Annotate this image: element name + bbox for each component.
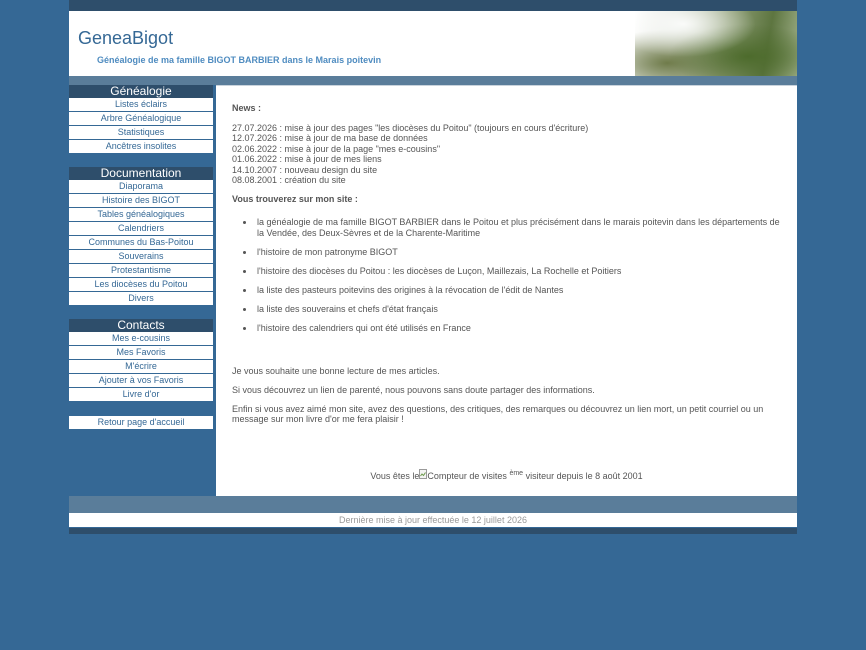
relationship-paragraph: Si vous découvrez un lien de parenté, nous pouvons sans doute partager des informations.	[232, 385, 595, 395]
menu-item-diaporama[interactable]: Diaporama	[69, 180, 213, 194]
menu-item-arbre-genealogique[interactable]: Arbre Généalogique	[69, 112, 213, 126]
counter-suffix: visiteur depuis le 8 août 2001	[525, 471, 643, 481]
menu-item-ancetres-insolites[interactable]: Ancêtres insolites	[69, 140, 213, 154]
menu-contacts	[69, 319, 213, 402]
news-item: 01.06.2022 : mise à jour de mes liens	[232, 154, 382, 165]
list-item: l'histoire des diocèses du Poitou : les diocèses de Luçon, Maillezais, La Rochelle et Poitiers	[240, 266, 785, 277]
menu-documentation	[69, 167, 213, 306]
counter-prefix: Vous êtes le	[370, 471, 420, 481]
sidebar	[69, 85, 213, 430]
menu-title-contacts: Contacts	[69, 319, 213, 332]
site-header	[69, 11, 797, 85]
menu-item-ajouter-favoris[interactable]: Ajouter à vos Favoris	[69, 374, 213, 388]
footer: Dernière mise à jour effectuée le 12 juillet 2026	[69, 513, 797, 527]
bottom-bar	[69, 528, 797, 534]
menu-item-ecrire[interactable]: M'écrire	[69, 360, 213, 374]
site-contents-list	[240, 217, 785, 342]
list-item: la liste des pasteurs poitevins des origines à la révocation de l'édit de Nantes	[240, 285, 785, 296]
menu-item-histoire-bigot[interactable]: Histoire des BIGOT	[69, 194, 213, 208]
news-item: 12.07.2026 : mise à jour de ma base de données	[232, 133, 428, 144]
visitor-counter-line	[216, 469, 797, 481]
menu-item-e-cousins[interactable]: Mes e-cousins	[69, 332, 213, 346]
menu-item-calendriers[interactable]: Calendriers	[69, 222, 213, 236]
counter-superscript: ème	[509, 470, 524, 477]
news-item: 27.07.2026 : mise à jour des pages "les diocèses du Poitou" (toujours en cours d'écriture)	[232, 123, 589, 133]
top-bar	[69, 0, 797, 11]
list-item: la liste des souverains et chefs d'état français	[240, 304, 785, 315]
news-item: 08.08.2001 : création du site	[232, 175, 346, 186]
separator-bar	[69, 496, 797, 513]
menu-item-divers[interactable]: Divers	[69, 292, 213, 306]
site-contents-title: Vous trouverez sur mon site :	[232, 194, 358, 204]
list-item: la généalogie de ma famille BIGOT BARBIER dans le Poitou et plus précisément dans le marais poitevin dans les départements de la Vendée, des Deux-Sèvres et de la Charente-Maritime	[240, 217, 785, 238]
menu-item-listes-eclairs[interactable]: Listes éclairs	[69, 98, 213, 112]
menu-title-genealogie: Généalogie	[69, 85, 213, 98]
menu-title-documentation: Documentation	[69, 167, 213, 180]
page-wrapper	[69, 0, 797, 525]
menu-genealogie	[69, 85, 213, 154]
news-item: 02.06.2022 : mise à jour de la page "mes e-cousins"	[232, 143, 441, 154]
main-content	[216, 85, 797, 497]
menu-item-protestantisme[interactable]: Protestantisme	[69, 264, 213, 278]
list-item: l'histoire des calendriers qui ont été utilisés en France	[240, 323, 785, 334]
menu-item-communes[interactable]: Communes du Bas-Poitou	[69, 236, 213, 250]
reading-paragraph: Je vous souhaite une bonne lecture de mes articles.	[232, 366, 440, 376]
list-item: l'histoire de mon patronyme BIGOT	[240, 247, 785, 258]
home-link[interactable]: Retour page d'accueil	[69, 415, 213, 430]
site-title[interactable]: GeneaBigot	[78, 28, 174, 48]
menu-item-dioceses[interactable]: Les diocèses du Poitou	[69, 278, 213, 292]
menu-item-favoris[interactable]: Mes Favoris	[69, 346, 213, 360]
news-item: 14.10.2007 : nouveau design du site	[232, 164, 378, 175]
menu-item-statistiques[interactable]: Statistiques	[69, 126, 213, 140]
feedback-paragraph: Enfin si vous avez aimé mon site, avez des questions, des critiques, des remarques ou découvrez un lien mort, un petit courriel ou un message sur mon livre d'or me fera plaisir !	[232, 404, 764, 425]
header-photo	[635, 11, 797, 76]
menu-item-livre-or[interactable]: Livre d'or	[69, 388, 213, 402]
menu-item-tables-genealogiques[interactable]: Tables généalogiques	[69, 208, 213, 222]
visitor-counter-image-alt: Compteur de visites	[427, 471, 507, 481]
menu-item-souverains[interactable]: Souverains	[69, 250, 213, 264]
news-list	[232, 123, 588, 185]
news-title: News :	[232, 103, 262, 113]
site-subtitle: Généalogie de ma famille BIGOT BARBIER dans le Marais poitevin	[97, 55, 382, 65]
